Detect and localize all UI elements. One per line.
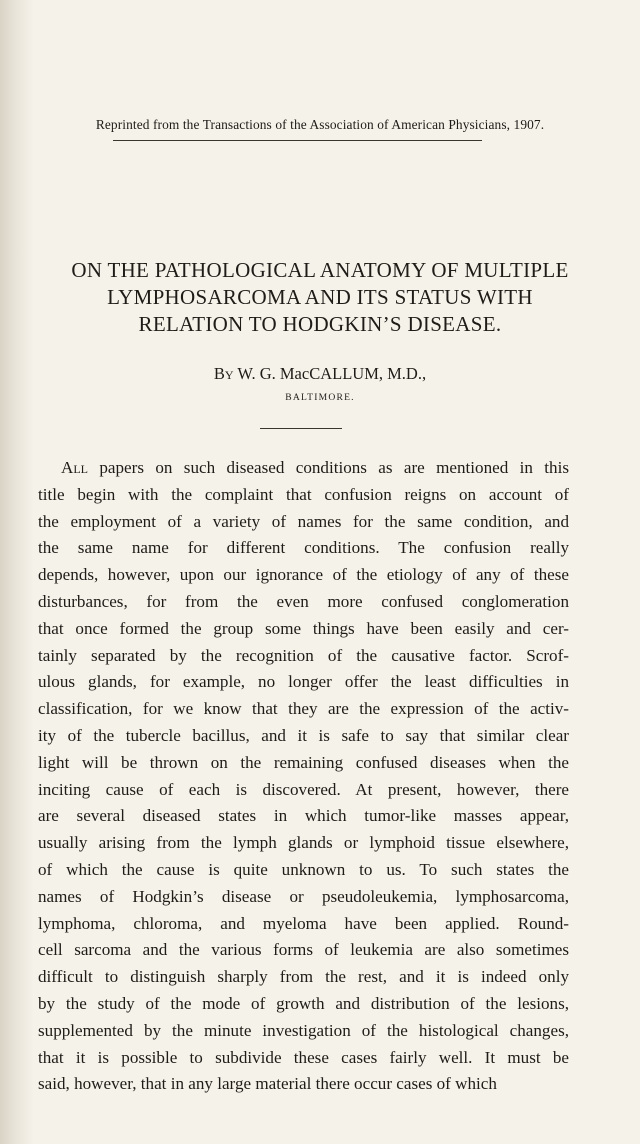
body-line: that it is possible to subdivide these cases fairly well. It must be — [38, 1047, 569, 1067]
body-line: names of Hodgkin’s disease or pseudoleukemia, lymphosarcoma, — [38, 886, 569, 906]
body-line: lymphoma, chloroma, and myeloma have been applied. Round- — [38, 913, 569, 933]
body-line: the employment of a variety of names for the same condition, and — [38, 511, 569, 531]
body-line: inciting cause of each is discovered. At present, however, there — [38, 779, 569, 799]
byline — [0, 364, 640, 384]
body-line — [38, 455, 569, 482]
header-rule — [113, 140, 482, 141]
body-line: disturbances, for from the even more confused conglomeration — [38, 591, 569, 611]
title-line: ON THE PATHOLOGICAL ANATOMY OF MULTIPLE — [71, 258, 569, 282]
body-line: ulous glands, for example, no longer offer the least difficulties in — [38, 672, 569, 692]
author-location: BALTIMORE. — [285, 392, 355, 403]
page-gutter-shadow — [0, 0, 34, 1144]
body-line: difficult to distinguish sharply from the rest, and it is indeed only — [38, 967, 569, 987]
body-line: title begin with the complaint that confusion reigns on account of — [38, 484, 569, 504]
body-line: classification, for we know that they are the expression of the activ- — [38, 699, 569, 719]
body-paragraph — [38, 455, 569, 1098]
lead-word: All — [61, 458, 89, 477]
body-line: the same name for different conditions. The confusion really — [38, 538, 569, 558]
body-line: by the study of the mode of growth and distribution of the lesions, — [38, 993, 569, 1013]
body-line: tainly separated by the recognition of the causative factor. Scrof- — [38, 645, 569, 665]
body-line: of which the cause is quite unknown to us. To such states the — [38, 859, 569, 879]
section-rule — [260, 428, 342, 429]
body-line-text: papers on such diseased conditions as are mentioned in this — [88, 458, 569, 477]
title-line: LYMPHOSARCOMA AND ITS STATUS WITH — [107, 285, 533, 309]
body-line: cell sarcoma and the various forms of leukemia are also sometimes — [38, 940, 569, 960]
body-line: ity of the tubercle bacillus, and it is safe to say that similar clear — [38, 725, 569, 745]
title-line: RELATION TO HODGKIN’S DISEASE. — [138, 312, 502, 336]
body-line: are several diseased states in which tumor-like masses appear, — [38, 806, 569, 826]
body-line: that once formed the group some things have been easily and cer- — [38, 618, 569, 638]
article-title — [0, 257, 640, 338]
body-line: usually arising from the lymph glands or lymphoid tissue elsewhere, — [38, 833, 569, 853]
body-line: said, however, that in any large material there occur cases of which — [38, 1074, 497, 1094]
body-line: light will be thrown on the remaining confused diseases when the — [38, 752, 569, 772]
body-line: depends, however, upon our ignorance of the etiology of any of these — [38, 565, 569, 585]
body-line: supplemented by the minute investigation of the histological changes, — [38, 1020, 569, 1040]
author-name: W. G. MacCALLUM, M.D., — [237, 364, 427, 383]
byline-prefix: By — [213, 364, 234, 383]
reprint-note: Reprinted from the Transactions of the Association of American Physicians, 1907. — [95, 117, 545, 132]
